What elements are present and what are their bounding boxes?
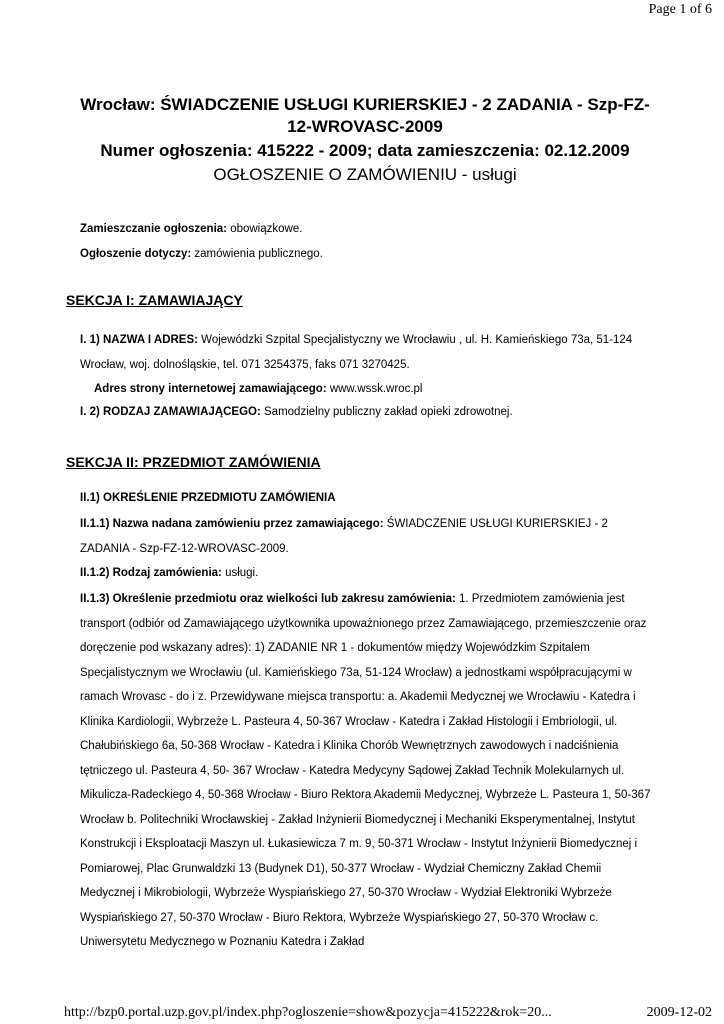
order-kind-value: usługi.: [221, 567, 259, 579]
title-line-1: Wrocław: ŚWIADCZENIE USŁUGI KURIERSKIEJ - 2 ZADANIA - Szp-FZ-: [80, 95, 650, 114]
footer-url: http://bzp0.portal.uzp.gov.pl/index.php?ogloszenie=show&pozycja=415222&rok=20...: [64, 1005, 552, 1020]
concerns-label: Ogłoszenie dotyczy:: [80, 248, 192, 260]
order-scope-label: II.1.3) Określenie przedmiotu oraz wielkości lub zakresu zamówienia:: [80, 593, 456, 605]
order-name-label: II.1.1) Nazwa nadana zamówieniu przez zamawiającego:: [80, 518, 384, 530]
concerns-value: zamówienia publicznego.: [191, 248, 323, 260]
notice-title: [60, 94, 670, 186]
contracting-type-row: [80, 406, 513, 418]
footer-date: 2009-12-02: [646, 1005, 712, 1020]
contracting-name-address: [80, 328, 658, 377]
placement-label: Zamieszczanie ogłoszenia:: [80, 223, 227, 235]
contracting-type-label: I. 2) RODZAJ ZAMAWIAJĄCEGO:: [80, 406, 261, 418]
order-kind-row: [80, 567, 258, 579]
section-2-heading: SEKCJA II: PRZEDMIOT ZAMÓWIENIA: [66, 454, 321, 470]
title-line-2: 12-WROVASC-2009: [287, 117, 443, 136]
placement-row: [80, 223, 302, 235]
placement-value: obowiązkowe.: [227, 223, 303, 235]
name-address-label: I. 1) NAZWA I ADRES:: [80, 334, 198, 346]
order-scope: [80, 587, 658, 955]
title-line-4: OGŁOSZENIE O ZAMÓWIENIU - usługi: [213, 165, 517, 184]
order-kind-label: II.1.2) Rodzaj zamówienia:: [80, 567, 222, 579]
section-1-heading: SEKCJA I: ZAMAWIAJĄCY: [66, 292, 243, 308]
page-number: Page 1 of 6: [648, 2, 712, 17]
concerns-row: [80, 248, 323, 260]
title-line-3: Numer ogłoszenia: 415222 - 2009; data zamieszczenia: 02.12.2009: [100, 141, 630, 160]
name-address-value: Wojewódzki Szpital Specjalistyczny we Wrocławiu , ul. H. Kamieńskiego 73a, 51-124 Wrocław, woj. dolnośląskie, tel. 071 3254375, faks 071 3270425.: [80, 334, 633, 371]
subject-definition-heading: II.1) OKREŚLENIE PRZEDMIOTU ZAMÓWIENIA: [80, 492, 336, 504]
website-label: Adres strony internetowej zamawiającego:: [94, 383, 327, 395]
order-name: [80, 512, 658, 561]
website-value: www.wssk.wroc.pl: [326, 383, 423, 395]
order-name-value: ŚWIADCZENIE USŁUGI KURIERSKIEJ - 2 ZADANIA - Szp-FZ-12-WROVASC-2009.: [80, 518, 608, 555]
contracting-type-value: Samodzielny publiczny zakład opieki zdrowotnej.: [260, 406, 513, 418]
order-scope-value: 1. Przedmiotem zamówienia jest transport (odbiór od Zamawiającego użytkownika upoważnionego przez Zamawiającego, przemieszczenie oraz doręczenie pod wskazany adres): 1) ZADANIE NR 1 - dokumentów między Wojewódzkim Szpitalem Specjalistycznym we Wrocławiu (ul. Kamieńskiego 73a, 51-124 Wrocław) a jednostkami współpracującymi w ramach Wrovasc - do i z. Przewidywane miejsca transportu: a. Akademii Medycznej we Wrocławiu - Katedra i Klinika Kardiologii, Wybrzeże L. Pasteura 4, 50-367 Wrocław - Katedra i Zakład Histologii i Embriologii, ul. Chałubińskiego 6a, 50-368 Wrocław - Katedra i Klinika Chorób Wewnętrznych zawodowych i nadciśnienia tętniczego ul. Pasteura 4, 50- 367 Wrocław - Katedra Medycyny Sądowej Zakład Technik Molekularnych ul. Mikulicza-Radeckiego 4, 50-368 Wrocław - Biuro Rektora Akademii Medycznej, Wybrzeże L. Pasteura 1, 50-367 Wrocław b. Politechniki Wrocławskiej - Zakład Inżynierii Biomedycznej i Mechaniki Eksperymentalnej, Instytut Konstrukcji i Eksploatacji Maszyn ul. Łukasiewicza 7 m. 9, 50-371 Wrocław - Instytut Inżynierii Biomedycznej i Pomiarowej, Plac Grunwaldzki 13 (Budynek D1), 50-377 Wrocław - Wydział Chemiczny Zakład Chemii Medycznej i Mikrobiologii, Wybrzeże Wyspiańskiego 27, 50-370 Wrocław - Wydział Elektroniki Wybrzeże Wyspiańskiego 27, 50-370 Wrocław - Biuro Rektora, Wybrzeże Wyspiańskiego 27, 50-370 Wrocław c. Uniwersytetu Medycznego w Poznaniu Katedra i Zakład: [80, 593, 651, 948]
website-row: [94, 383, 422, 395]
